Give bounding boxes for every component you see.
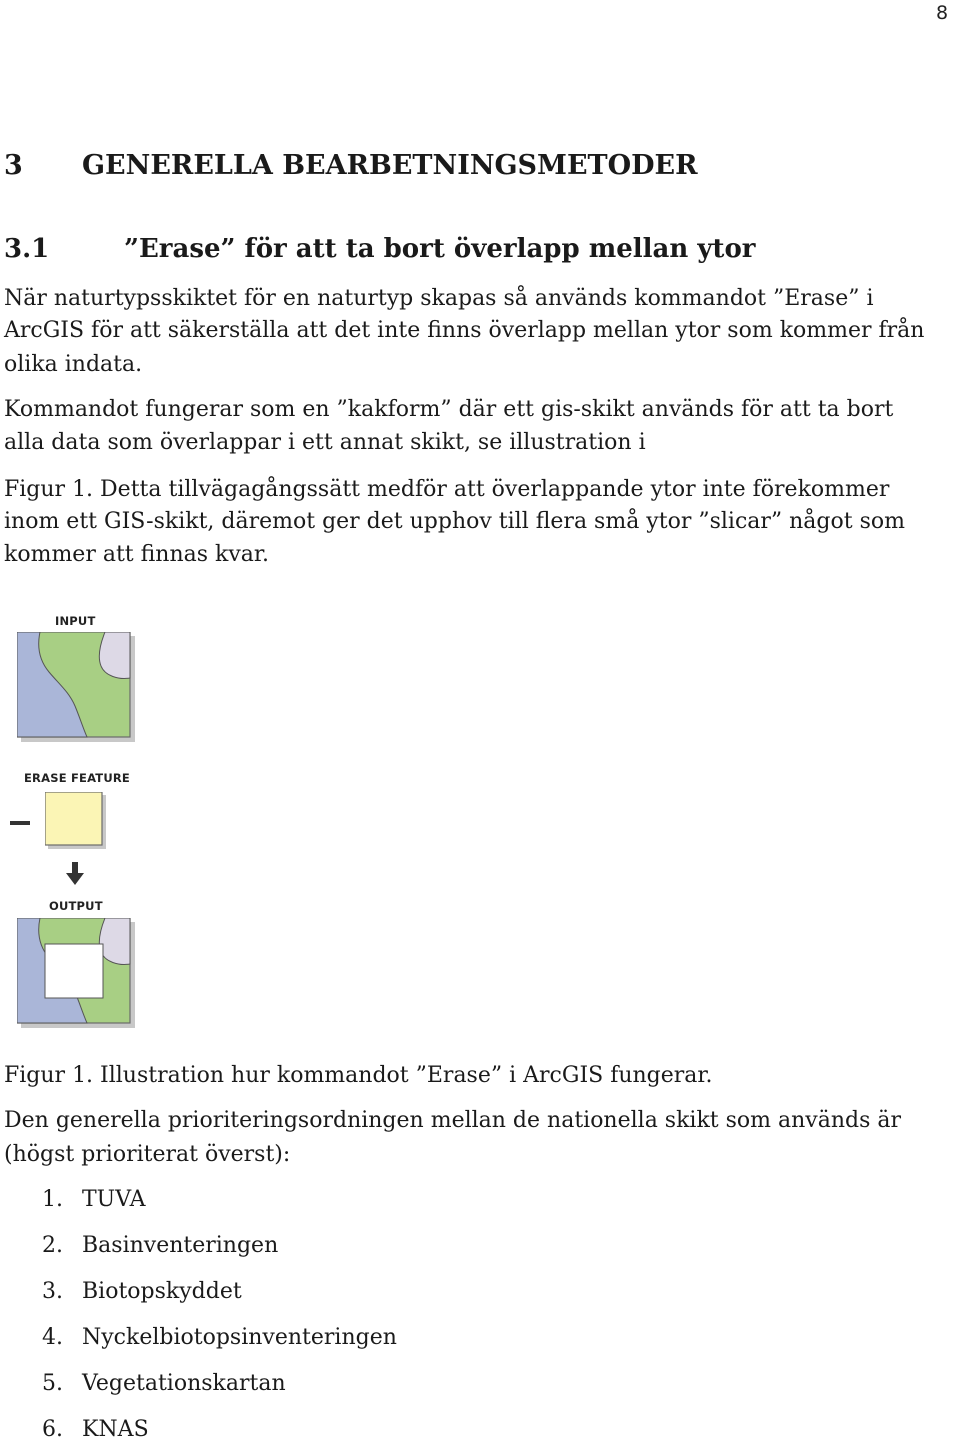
subsection-title: ”Erase” för att ta bort överlapp mellan ytor [124,234,756,264]
paragraph-line: När naturtypsskiktet för en naturtyp skapas så används kommandot ”Erase” i [4,286,874,311]
input-map-image [17,632,135,742]
list-item-number: 1. [42,1187,63,1212]
list-item-label: KNAS [82,1417,149,1442]
output-map-image [17,918,135,1028]
minus-icon [10,821,30,825]
list-item-label: TUVA [82,1187,146,1212]
paragraph-line: Figur 1. Detta tillvägagångssätt medför att överlappande ytor inte förekommer [4,477,890,502]
section-number: 3 [4,150,23,181]
paragraph-line: Kommandot fungerar som en ”kakform” där ett gis-skikt används för att ta bort [4,397,894,422]
erase-feature-square [45,792,107,850]
list-item-label: Nyckelbiotopsinventeringen [82,1325,397,1350]
paragraph-line: ArcGIS för att säkerställa att det inte finns överlapp mellan ytor som kommer från [4,318,925,343]
list-item-number: 5. [42,1371,63,1396]
paragraph-line: inom ett GIS-skikt, däremot ger det upphov till flera små ytor ”slicar” något som [4,509,905,534]
list-item-number: 6. [42,1417,63,1442]
output-label: OUTPUT [49,899,103,913]
section-title: GENERELLA BEARBETNINGSMETODER [82,150,698,181]
arrow-down-icon [65,862,85,886]
list-item-number: 4. [42,1325,63,1350]
list-item-label: Biotopskyddet [82,1279,242,1304]
erase-feature-label: ERASE FEATURE [24,771,130,785]
figure-caption: Figur 1. Illustration hur kommandot ”Erase” i ArcGIS fungerar. [4,1063,713,1088]
paragraph-line: Den generella prioriteringsordningen mellan de nationella skikt som används är [4,1108,902,1133]
input-label: INPUT [55,614,96,628]
list-item-label: Basinventeringen [82,1233,279,1258]
paragraph-line: alla data som överlappar i ett annat skikt, se illustration i [4,430,646,455]
list-item-number: 3. [42,1279,63,1304]
paragraph-line: (högst prioriterat överst): [4,1142,291,1167]
paragraph-line: olika indata. [4,352,143,377]
subsection-number: 3.1 [4,234,50,264]
list-item-number: 2. [42,1233,63,1258]
page-number: 8 [936,2,949,24]
paragraph-line: kommer att finnas kvar. [4,542,269,567]
list-item-label: Vegetationskartan [82,1371,286,1396]
